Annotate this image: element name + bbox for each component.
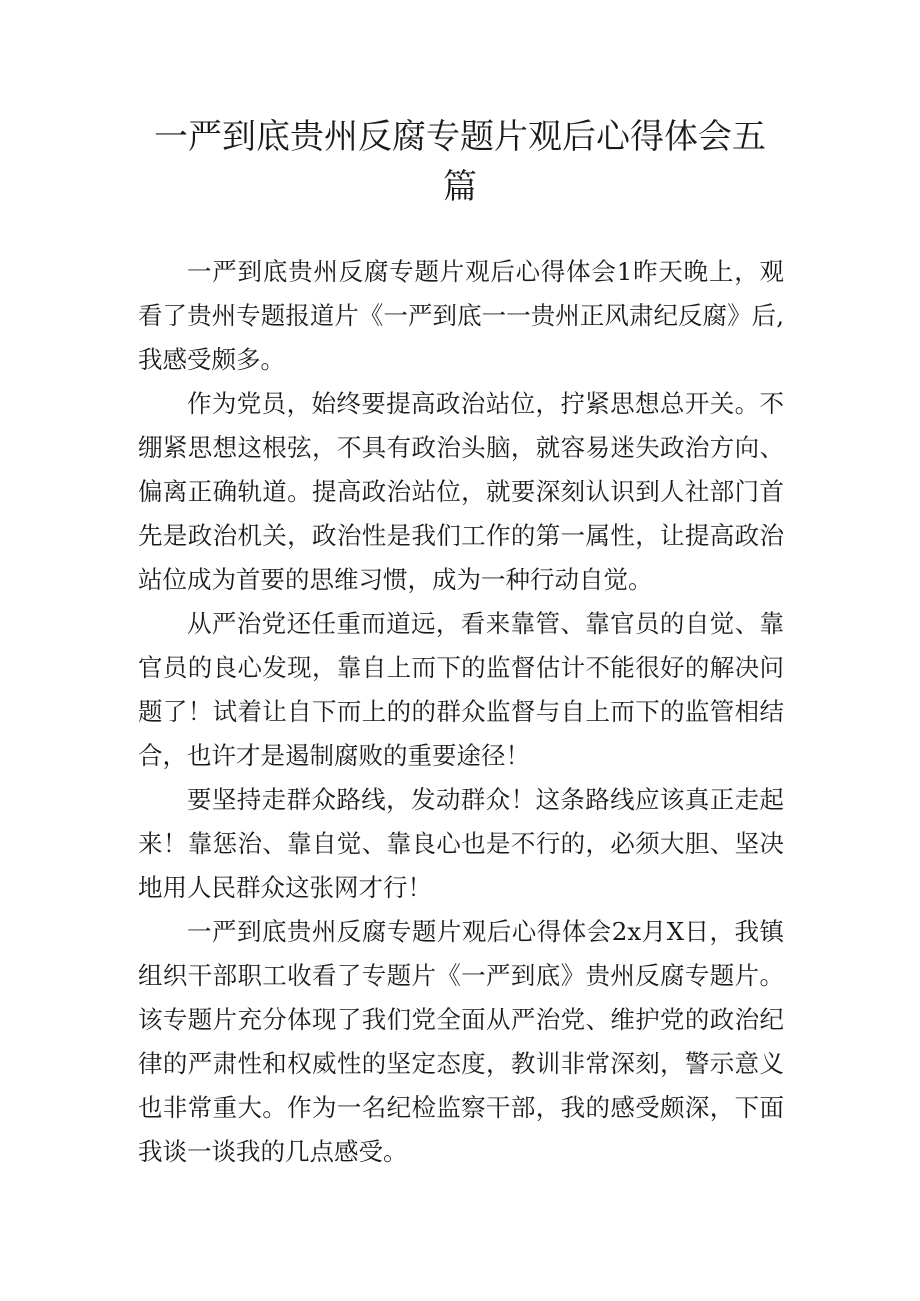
paragraph: 一严到底贵州反腐专题片观后心得体会1昨天晚上，观看了贵州专题报道片《一严到底一一贵州正风肃纪反腐》后,我感受颇多。 <box>138 257 784 374</box>
document-title: 一严到底贵州反腐专题片观后心得体会五篇 <box>154 117 766 207</box>
paragraph: 作为党员，始终要提高政治站位，拧紧思想总开关。不绷紧思想这根弦，不具有政治头脑，就容易迷失政治方向、偏离正确轨道。提高政治站位，就要深刻认识到人社部门首先是政治机关，政治性是我们工作的第一属性，让提高政治站位成为首要的思维习惯，成为一种行动自觉。 <box>138 389 784 594</box>
paragraph: 从严治党还任重而道远，看来靠管、靠官员的自觉、靠官员的良心发现，靠自上而下的监督估计不能很好的解决问题了！试着让自下而上的的群众监督与自上而下的监管相结合，也许才是遏制腐败的重要途径！ <box>138 609 784 770</box>
paragraph: 要坚持走群众路线，发动群众！这条路线应该真正走起来！靠惩治、靠自觉、靠良心也是不行的，必须大胆、坚决地用人民群众这张网才行！ <box>138 785 784 902</box>
document-body <box>138 250 784 1174</box>
paragraph: 一严到底贵州反腐专题片观后心得体会2x月X日，我镇组织干部职工收看了专题片《一严到底》贵州反腐专题片。该专题片充分体现了我们党全面从严治党、维护党的政治纪律的严肃性和权威性的坚定态度，教训非常深刻，警示意义也非常重大。作为一名纪检监察干部，我的感受颇深，下面我谈一谈我的几点感受。 <box>138 917 784 1166</box>
